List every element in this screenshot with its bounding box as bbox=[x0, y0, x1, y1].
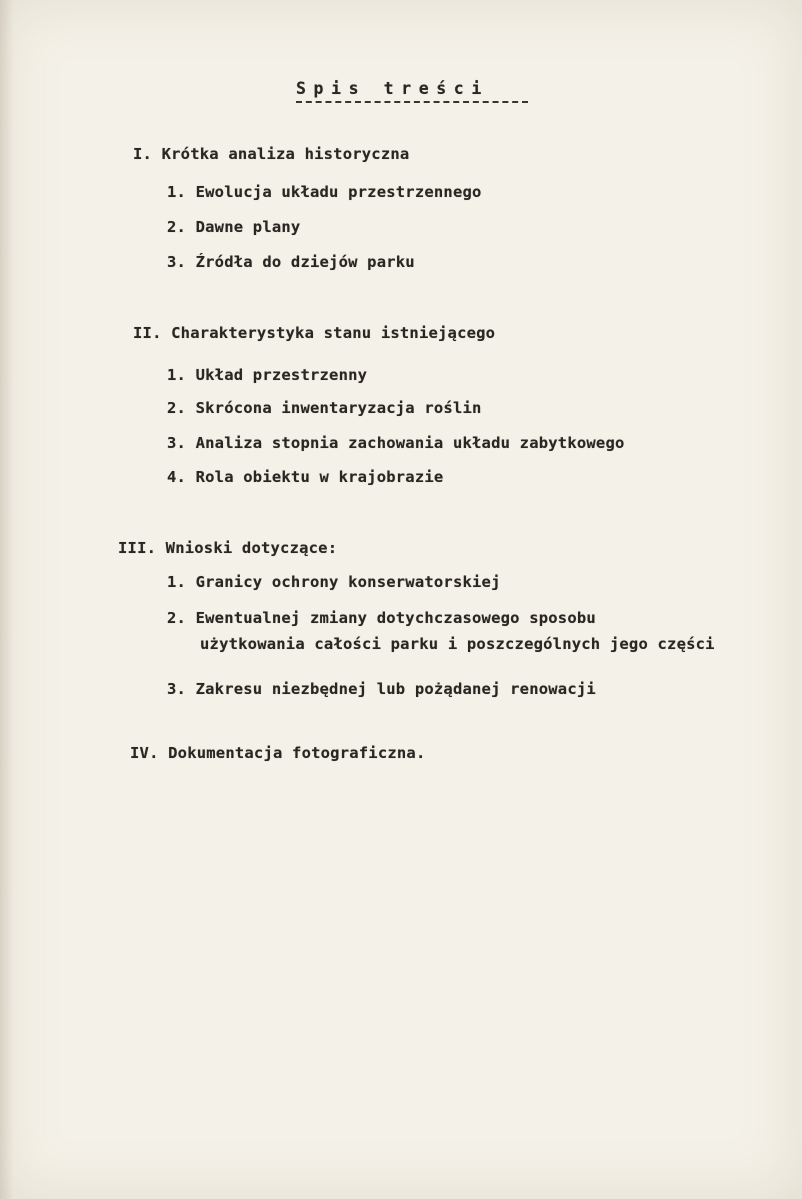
toc-item: 4. Rola obiektu w krajobrazie bbox=[167, 468, 444, 486]
toc-item: 3. Zakresu niezbędnej lub pożądanej renowacji bbox=[167, 680, 596, 698]
toc-item: 1. Ewolucja układu przestrzennego bbox=[167, 183, 482, 201]
toc-item: 1. Granicy ochrony konserwatorskiej bbox=[167, 573, 501, 591]
toc-item: 1. Układ przestrzenny bbox=[167, 366, 368, 384]
toc-item: 2. Dawne plany bbox=[167, 218, 301, 236]
section-heading-1: I. Krótka analiza historyczna bbox=[133, 145, 410, 163]
toc-item: 3. Źródła do dziejów parku bbox=[167, 253, 415, 271]
section-heading-2: II. Charakterystyka stanu istniejącego bbox=[133, 324, 496, 342]
toc-item: 2. Ewentualnej zmiany dotychczasowego sposobu bbox=[167, 609, 596, 627]
toc-item: 2. Skrócona inwentaryzacja roślin bbox=[167, 399, 482, 417]
toc-item-continuation: użytkowania całości parku i poszczególnych jego części bbox=[200, 635, 715, 653]
toc-item: 3. Analiza stopnia zachowania układu zabytkowego bbox=[167, 434, 625, 452]
section-heading-3: III. Wnioski dotyczące: bbox=[118, 539, 338, 557]
page-title: Spis treści bbox=[296, 79, 489, 98]
section-heading-4: IV. Dokumentacja fotograficzna. bbox=[130, 744, 426, 762]
title-underline bbox=[296, 101, 528, 103]
